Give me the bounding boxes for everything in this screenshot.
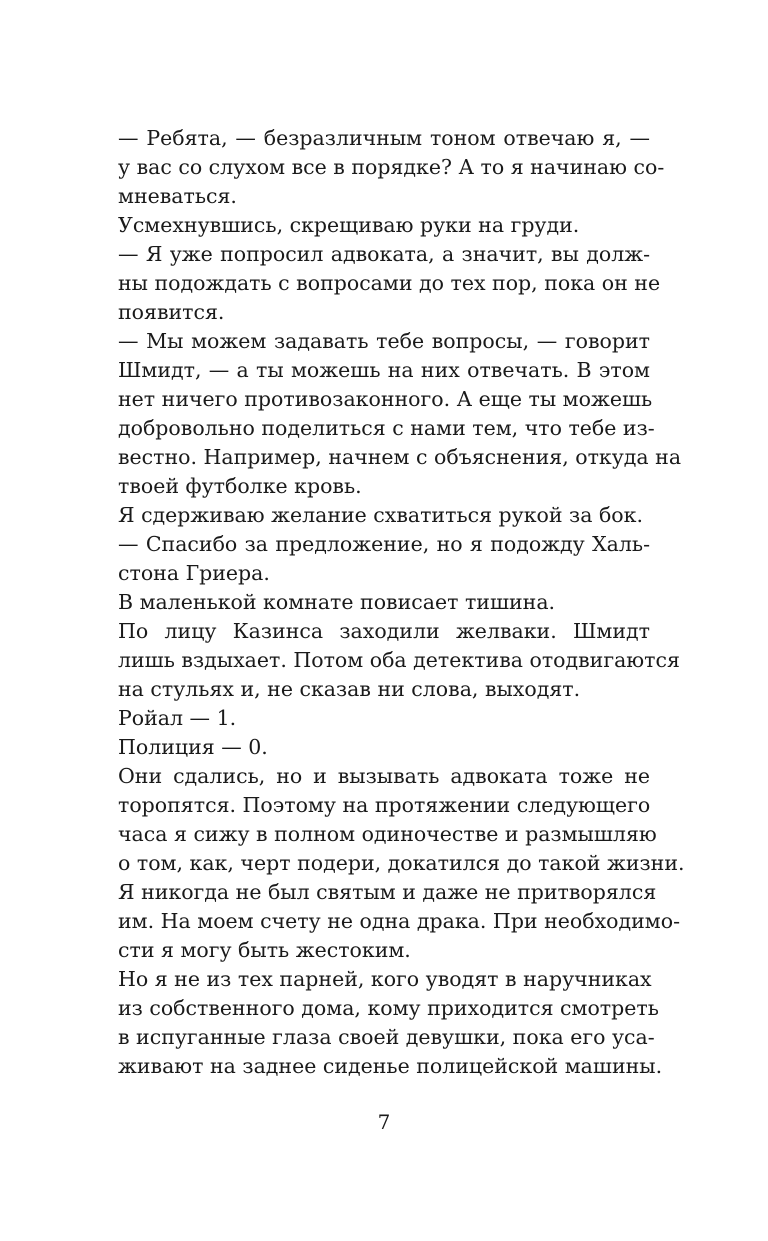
paragraph bbox=[118, 762, 685, 965]
text-line: твоей футболке кровь. bbox=[118, 474, 362, 498]
text-line: По лицу Казинса заходили желваки. Шмидт bbox=[118, 619, 650, 643]
text-line: Полиция — 0. bbox=[118, 735, 268, 759]
text-line: Я сдерживаю желание схватиться рукой за бок. bbox=[118, 503, 643, 527]
text-line: ны подождать с вопросами до тех пор, пока он не bbox=[118, 271, 661, 295]
text-line: появится. bbox=[118, 300, 225, 324]
paragraph bbox=[118, 211, 650, 240]
text-line: добровольно поделиться с нами тем, что тебе из- bbox=[118, 416, 655, 440]
text-line: нет ничего противозаконного. А еще ты можешь bbox=[118, 387, 653, 411]
text-line: часа я сижу в полном одиночестве и размышляю bbox=[118, 822, 657, 846]
text-line: Шмидт, — а ты можешь на них отвечать. В этом bbox=[118, 358, 650, 382]
text-line: мневаться. bbox=[118, 184, 237, 208]
page-number: 7 bbox=[377, 1110, 391, 1134]
text-line: — Ребята, — безразличным тоном отвечаю я, — bbox=[118, 126, 650, 150]
text-line: Я никогда не был святым и даже не притворялся bbox=[118, 880, 657, 904]
text-line: Усмехнувшись, скрещиваю руки на груди. bbox=[118, 213, 580, 237]
paragraph bbox=[118, 733, 650, 762]
text-line: Но я не из тех парней, кого уводят в наручниках bbox=[118, 967, 652, 991]
text-line: у вас со слухом все в порядке? А то я начинаю со- bbox=[118, 155, 665, 179]
text-line: вестно. Например, начнем с объяснения, откуда на bbox=[118, 445, 682, 469]
text-line: Они сдались, но и вызывать адвоката тоже не bbox=[118, 764, 650, 788]
paragraph bbox=[118, 530, 650, 588]
text-line: В маленькой комнате повисает тишина. bbox=[118, 590, 556, 614]
text-line: лишь вздыхает. Потом оба детектива отодвигаются bbox=[118, 648, 680, 672]
text-line: живают на заднее сиденье полицейской машины. bbox=[118, 1054, 663, 1078]
paragraph bbox=[118, 965, 663, 1081]
text-line: сти я могу быть жестоким. bbox=[118, 938, 411, 962]
text-line: — Мы можем задавать тебе вопросы, — говорит bbox=[118, 329, 650, 353]
paragraph bbox=[118, 124, 665, 211]
text-line: им. На моем счету не одна драка. При необходимо- bbox=[118, 909, 680, 933]
text-line: торопятся. Поэтому на протяжении следующего bbox=[118, 793, 651, 817]
paragraph bbox=[118, 704, 650, 733]
text-line: на стульях и, не сказав ни слова, выходят. bbox=[118, 677, 581, 701]
text-line: — Я уже попросил адвоката, а значит, вы долж- bbox=[118, 242, 650, 266]
text-line: стона Гриера. bbox=[118, 561, 270, 585]
text-line: из собственного дома, кому приходится смотреть bbox=[118, 996, 659, 1020]
paragraph bbox=[118, 501, 650, 530]
text-line: в испуганные глаза своей девушки, пока его уса- bbox=[118, 1025, 655, 1049]
text-line: Ройал — 1. bbox=[118, 706, 237, 730]
paragraph bbox=[118, 617, 680, 704]
page-body bbox=[118, 124, 685, 1081]
paragraph bbox=[118, 240, 661, 327]
text-line: о том, как, черт подери, докатился до такой жизни. bbox=[118, 851, 685, 875]
text-line: — Спасибо за предложение, но я подожду Халь- bbox=[118, 532, 650, 556]
paragraph bbox=[118, 588, 650, 617]
paragraph bbox=[118, 327, 682, 501]
